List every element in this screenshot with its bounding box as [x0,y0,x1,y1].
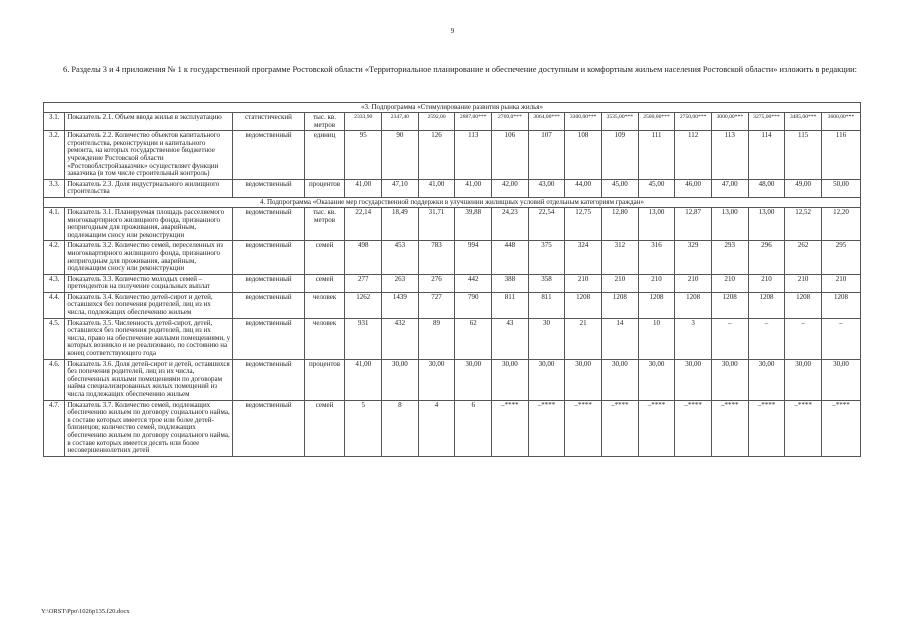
year-value-cell: 30,00 [748,359,785,400]
year-value-cell: 1208 [711,292,748,318]
year-value-cell: 3535,00*** [602,113,639,131]
row-number: 3.2. [44,131,65,180]
unit-of-measure: семей [304,241,345,274]
year-value-cell: 50,00 [821,179,860,197]
year-value-cell: 41,00 [455,179,492,197]
row-number: 4.6. [44,359,65,400]
year-value-cell: 8 [382,400,419,456]
year-value-cell: 1208 [675,292,712,318]
year-value-cell: 22,14 [345,207,382,240]
year-value-cell: 42,00 [492,179,529,197]
year-value-cell: 1208 [638,292,675,318]
unit-of-measure: тыс. кв. метров [304,207,345,240]
indicator-type: статистический [233,113,304,131]
year-value-cell: 2333,90 [345,113,382,131]
indicator-type: ведомственный [233,241,304,274]
indicator-name: Показатель 2.3. Доля индустриального жилищного строительства [65,179,233,197]
unit-of-measure: тыс. кв. метров [304,113,345,131]
year-value-cell: 30,00 [528,359,565,400]
year-value-cell: 30,00 [785,359,822,400]
table-row [44,274,861,292]
year-value-cell: –**** [528,400,565,456]
year-value-cell: –**** [785,400,822,456]
year-value-cell: 1208 [565,292,602,318]
year-value-cell: 49,00 [785,179,822,197]
year-value-cell: 46,00 [675,179,712,197]
subprogram-3-title: «3. Подпрограмма «Стимулирование развития рынка жилья» [44,103,861,113]
unit-of-measure: процентов [304,359,345,400]
year-value-cell: 47,00 [711,179,748,197]
year-value-cell: 44,00 [565,179,602,197]
year-value-cell: 12,75 [565,207,602,240]
year-value-cell: 113 [455,131,492,180]
year-value-cell: 30,00 [492,359,529,400]
year-value-cell: 432 [382,318,419,359]
indicator-type: ведомственный [233,274,304,292]
year-value-cell: 2750,00*** [675,113,712,131]
year-value-cell: 293 [711,241,748,274]
year-value-cell: 2887,00*** [455,113,492,131]
year-value-cell: 30,00 [675,359,712,400]
year-value-cell: 3064,00*** [528,113,565,131]
year-value-cell: 109 [602,131,639,180]
year-value-cell: 47,10 [382,179,419,197]
year-value-cell: 324 [565,241,602,274]
year-value-cell: 30 [528,318,565,359]
year-value-cell: 21 [565,318,602,359]
year-value-cell: 108 [565,131,602,180]
indicators-table [43,102,861,457]
year-value-cell: 276 [418,274,455,292]
row-number: 4.4. [44,292,65,318]
year-value-cell: 210 [638,274,675,292]
year-value-cell: 116 [821,131,860,180]
year-value-cell: 1208 [821,292,860,318]
subprogram-4-title: 4. Подпрограмма «Оказание мер государственной поддержки в улучшении жилищных условий отдельным категориям граждан» [44,197,861,207]
year-value-cell: – [711,318,748,359]
year-value-cell: 811 [528,292,565,318]
year-value-cell: 107 [528,131,565,180]
year-value-cell: 106 [492,131,529,180]
year-value-cell: –**** [638,400,675,456]
indicator-type: ведомственный [233,400,304,456]
row-number: 3.3. [44,179,65,197]
year-value-cell: 12,52 [785,207,822,240]
year-value-cell: 30,00 [821,359,860,400]
year-value-cell: 41,00 [418,179,455,197]
year-value-cell: 13,00 [638,207,675,240]
year-value-cell: 31,71 [418,207,455,240]
year-value-cell: 312 [602,241,639,274]
year-value-cell: 24,23 [492,207,529,240]
year-value-cell: – [821,318,860,359]
year-value-cell: 3 [675,318,712,359]
year-value-cell: –**** [711,400,748,456]
year-value-cell: 316 [638,241,675,274]
year-value-cell: 39,88 [455,207,492,240]
year-value-cell: 22,54 [528,207,565,240]
indicator-type: ведомственный [233,207,304,240]
table-row [44,318,861,359]
year-value-cell: – [748,318,785,359]
unit-of-measure: семей [304,400,345,456]
indicator-name: Показатель 3.2. Количество семей, переселенных из многоквартирного жилищного фонда, признанного непригодным для проживания, аварийным, подлежащим сносу или реконструкции [65,241,233,274]
table-row [44,359,861,400]
year-value-cell: 12,20 [821,207,860,240]
year-value-cell: 3485,00*** [785,113,822,131]
table-row [44,241,861,274]
year-value-cell: 4 [418,400,455,456]
table-row [44,207,861,240]
year-value-cell: 43 [492,318,529,359]
year-value-cell: 811 [492,292,529,318]
year-value-cell: 210 [565,274,602,292]
indicator-name: Показатель 3.4. Количество детей-сирот и детей, оставшихся без попечения родителей, лиц из их числа, подлежащих обеспечению жильем [65,292,233,318]
year-value-cell: 45,00 [638,179,675,197]
year-value-cell: 442 [455,274,492,292]
year-value-cell: 126 [418,131,455,180]
year-value-cell: 30,00 [382,359,419,400]
year-value-cell: 3275,00*** [748,113,785,131]
year-value-cell: 115 [785,131,822,180]
year-value-cell: 3000,00*** [711,113,748,131]
indicator-type: ведомственный [233,318,304,359]
year-value-cell: 329 [675,241,712,274]
year-value-cell: 30,00 [711,359,748,400]
year-value-cell: 1439 [382,292,419,318]
year-value-cell: 1208 [748,292,785,318]
year-value-cell: 114 [748,131,785,180]
subprogram-4-header-row [44,197,861,207]
year-value-cell: 5 [345,400,382,456]
year-value-cell: 210 [602,274,639,292]
year-value-cell: 2347,40 [382,113,419,131]
year-value-cell: 210 [785,274,822,292]
indicator-name: Показатель 3.7. Количество семей, подлежащих обеспечению жильем по договору социального найма, в составе которых имеется трое или более детей-близнецов; количество семей, подлежащих обеспечению жильем по договору социального найма, в составе которых имеется десять или более несовершеннолетних детей [65,400,233,456]
intro-paragraph: 6. Разделы 3 и 4 приложения № 1 к государственной программе Ростовской области «Территориальное планирование и обеспечение доступным и комфортным жильем населения Ростовской области» изложить в редакции: [63,65,857,74]
table-row [44,292,861,318]
year-value-cell: 1208 [602,292,639,318]
year-value-cell: 13,00 [748,207,785,240]
indicator-name: Показатель 3.5. Численность детей-сирот, детей, оставшихся без попечения родителей, лиц из их числа, право на обеспечение жилыми помещениями, у которых возникло и не реализовано, по состоянию на конец соответствующего года [65,318,233,359]
year-value-cell: –**** [602,400,639,456]
year-value-cell: 13,00 [711,207,748,240]
year-value-cell: 210 [711,274,748,292]
year-value-cell: 3300,00*** [565,113,602,131]
year-value-cell: 783 [418,241,455,274]
year-value-cell: –**** [492,400,529,456]
year-value-cell: 30,00 [455,359,492,400]
row-number: 4.5. [44,318,65,359]
year-value-cell: 89 [418,318,455,359]
year-value-cell: 12,80 [602,207,639,240]
year-value-cell: 448 [492,241,529,274]
year-value-cell: 210 [675,274,712,292]
year-value-cell: 14 [602,318,639,359]
unit-of-measure: семей [304,274,345,292]
year-value-cell: –**** [821,400,860,456]
year-value-cell: 262 [785,241,822,274]
row-number: 4.1. [44,207,65,240]
indicator-type: ведомственный [233,292,304,318]
year-value-cell: 90 [382,131,419,180]
year-value-cell: 277 [345,274,382,292]
year-value-cell: 790 [455,292,492,318]
year-value-cell: 388 [492,274,529,292]
year-value-cell: 931 [345,318,382,359]
year-value-cell: 296 [748,241,785,274]
year-value-cell: 112 [675,131,712,180]
year-value-cell: 263 [382,274,419,292]
year-value-cell: 6 [455,400,492,456]
table-row [44,113,861,131]
unit-of-measure: человек [304,318,345,359]
year-value-cell: 295 [821,241,860,274]
year-value-cell: 1208 [785,292,822,318]
subprogram-3-header-row [44,103,861,113]
year-value-cell: 727 [418,292,455,318]
year-value-cell: 2500,00*** [638,113,675,131]
unit-of-measure: единиц [304,131,345,180]
year-value-cell: –**** [748,400,785,456]
year-value-cell: 113 [711,131,748,180]
year-value-cell: 30,00 [565,359,602,400]
year-value-cell: 453 [382,241,419,274]
year-value-cell: 48,00 [748,179,785,197]
year-value-cell: 18,49 [382,207,419,240]
table-row [44,179,861,197]
row-number: 4.2. [44,241,65,274]
indicator-type: ведомственный [233,359,304,400]
year-value-cell: 45,00 [602,179,639,197]
year-value-cell: –**** [565,400,602,456]
row-number: 4.3. [44,274,65,292]
footer-file-path: Y:\ORST\Ppo\1026p135.f20.docx [41,608,130,615]
year-value-cell: 375 [528,241,565,274]
indicator-name: Показатель 3.1. Планируемая площадь расселяемого многоквартирного жилищного фонда, признанного непригодным для проживания, аварийным, подлежащим сносу или реконструкции [65,207,233,240]
row-number: 3.1. [44,113,65,131]
indicator-name: Показатель 3.6. Доля детей-сирот и детей, оставшихся без попечения родителей, лиц из их числа, обеспеченных жилыми помещениями по договорам найма специализированных жилых помещений из числа подлежащих обеспечению жильем [65,359,233,400]
year-value-cell: 111 [638,131,675,180]
year-value-cell: 62 [455,318,492,359]
year-value-cell: –**** [675,400,712,456]
year-value-cell: 210 [748,274,785,292]
indicator-type: ведомственный [233,179,304,197]
year-value-cell: 994 [455,241,492,274]
year-value-cell: 43,00 [528,179,565,197]
year-value-cell: 2769,0*** [492,113,529,131]
year-value-cell: 30,00 [602,359,639,400]
year-value-cell: 41,00 [345,179,382,197]
year-value-cell: – [785,318,822,359]
year-value-cell: 2592,00 [418,113,455,131]
indicator-name: Показатель 2.1. Объем ввода жилья в эксплуатацию [65,113,233,131]
unit-of-measure: человек [304,292,345,318]
year-value-cell: 3600,00*** [821,113,860,131]
year-value-cell: 95 [345,131,382,180]
table-row [44,400,861,456]
table-row [44,131,861,180]
unit-of-measure: процентов [304,179,345,197]
year-value-cell: 12,87 [675,207,712,240]
year-value-cell: 10 [638,318,675,359]
year-value-cell: 498 [345,241,382,274]
indicator-name: Показатель 3.3. Количество молодых семей – претендентов на получение социальных выплат [65,274,233,292]
year-value-cell: 30,00 [418,359,455,400]
row-number: 4.7. [44,400,65,456]
year-value-cell: 1262 [345,292,382,318]
year-value-cell: 358 [528,274,565,292]
indicator-name: Показатель 2.2. Количество объектов капитального строительства, реконструкции и капитального ремонта, на которых государственное бюджетное учреждение Ростовской области «Ростовоблстройзаказчик» осуществляет функции заказчика (в том числе строительный контроль) [65,131,233,180]
year-value-cell: 30,00 [638,359,675,400]
indicator-type: ведомственный [233,131,304,180]
page-number: 9 [450,27,455,35]
year-value-cell: 41,00 [345,359,382,400]
year-value-cell: 210 [821,274,860,292]
